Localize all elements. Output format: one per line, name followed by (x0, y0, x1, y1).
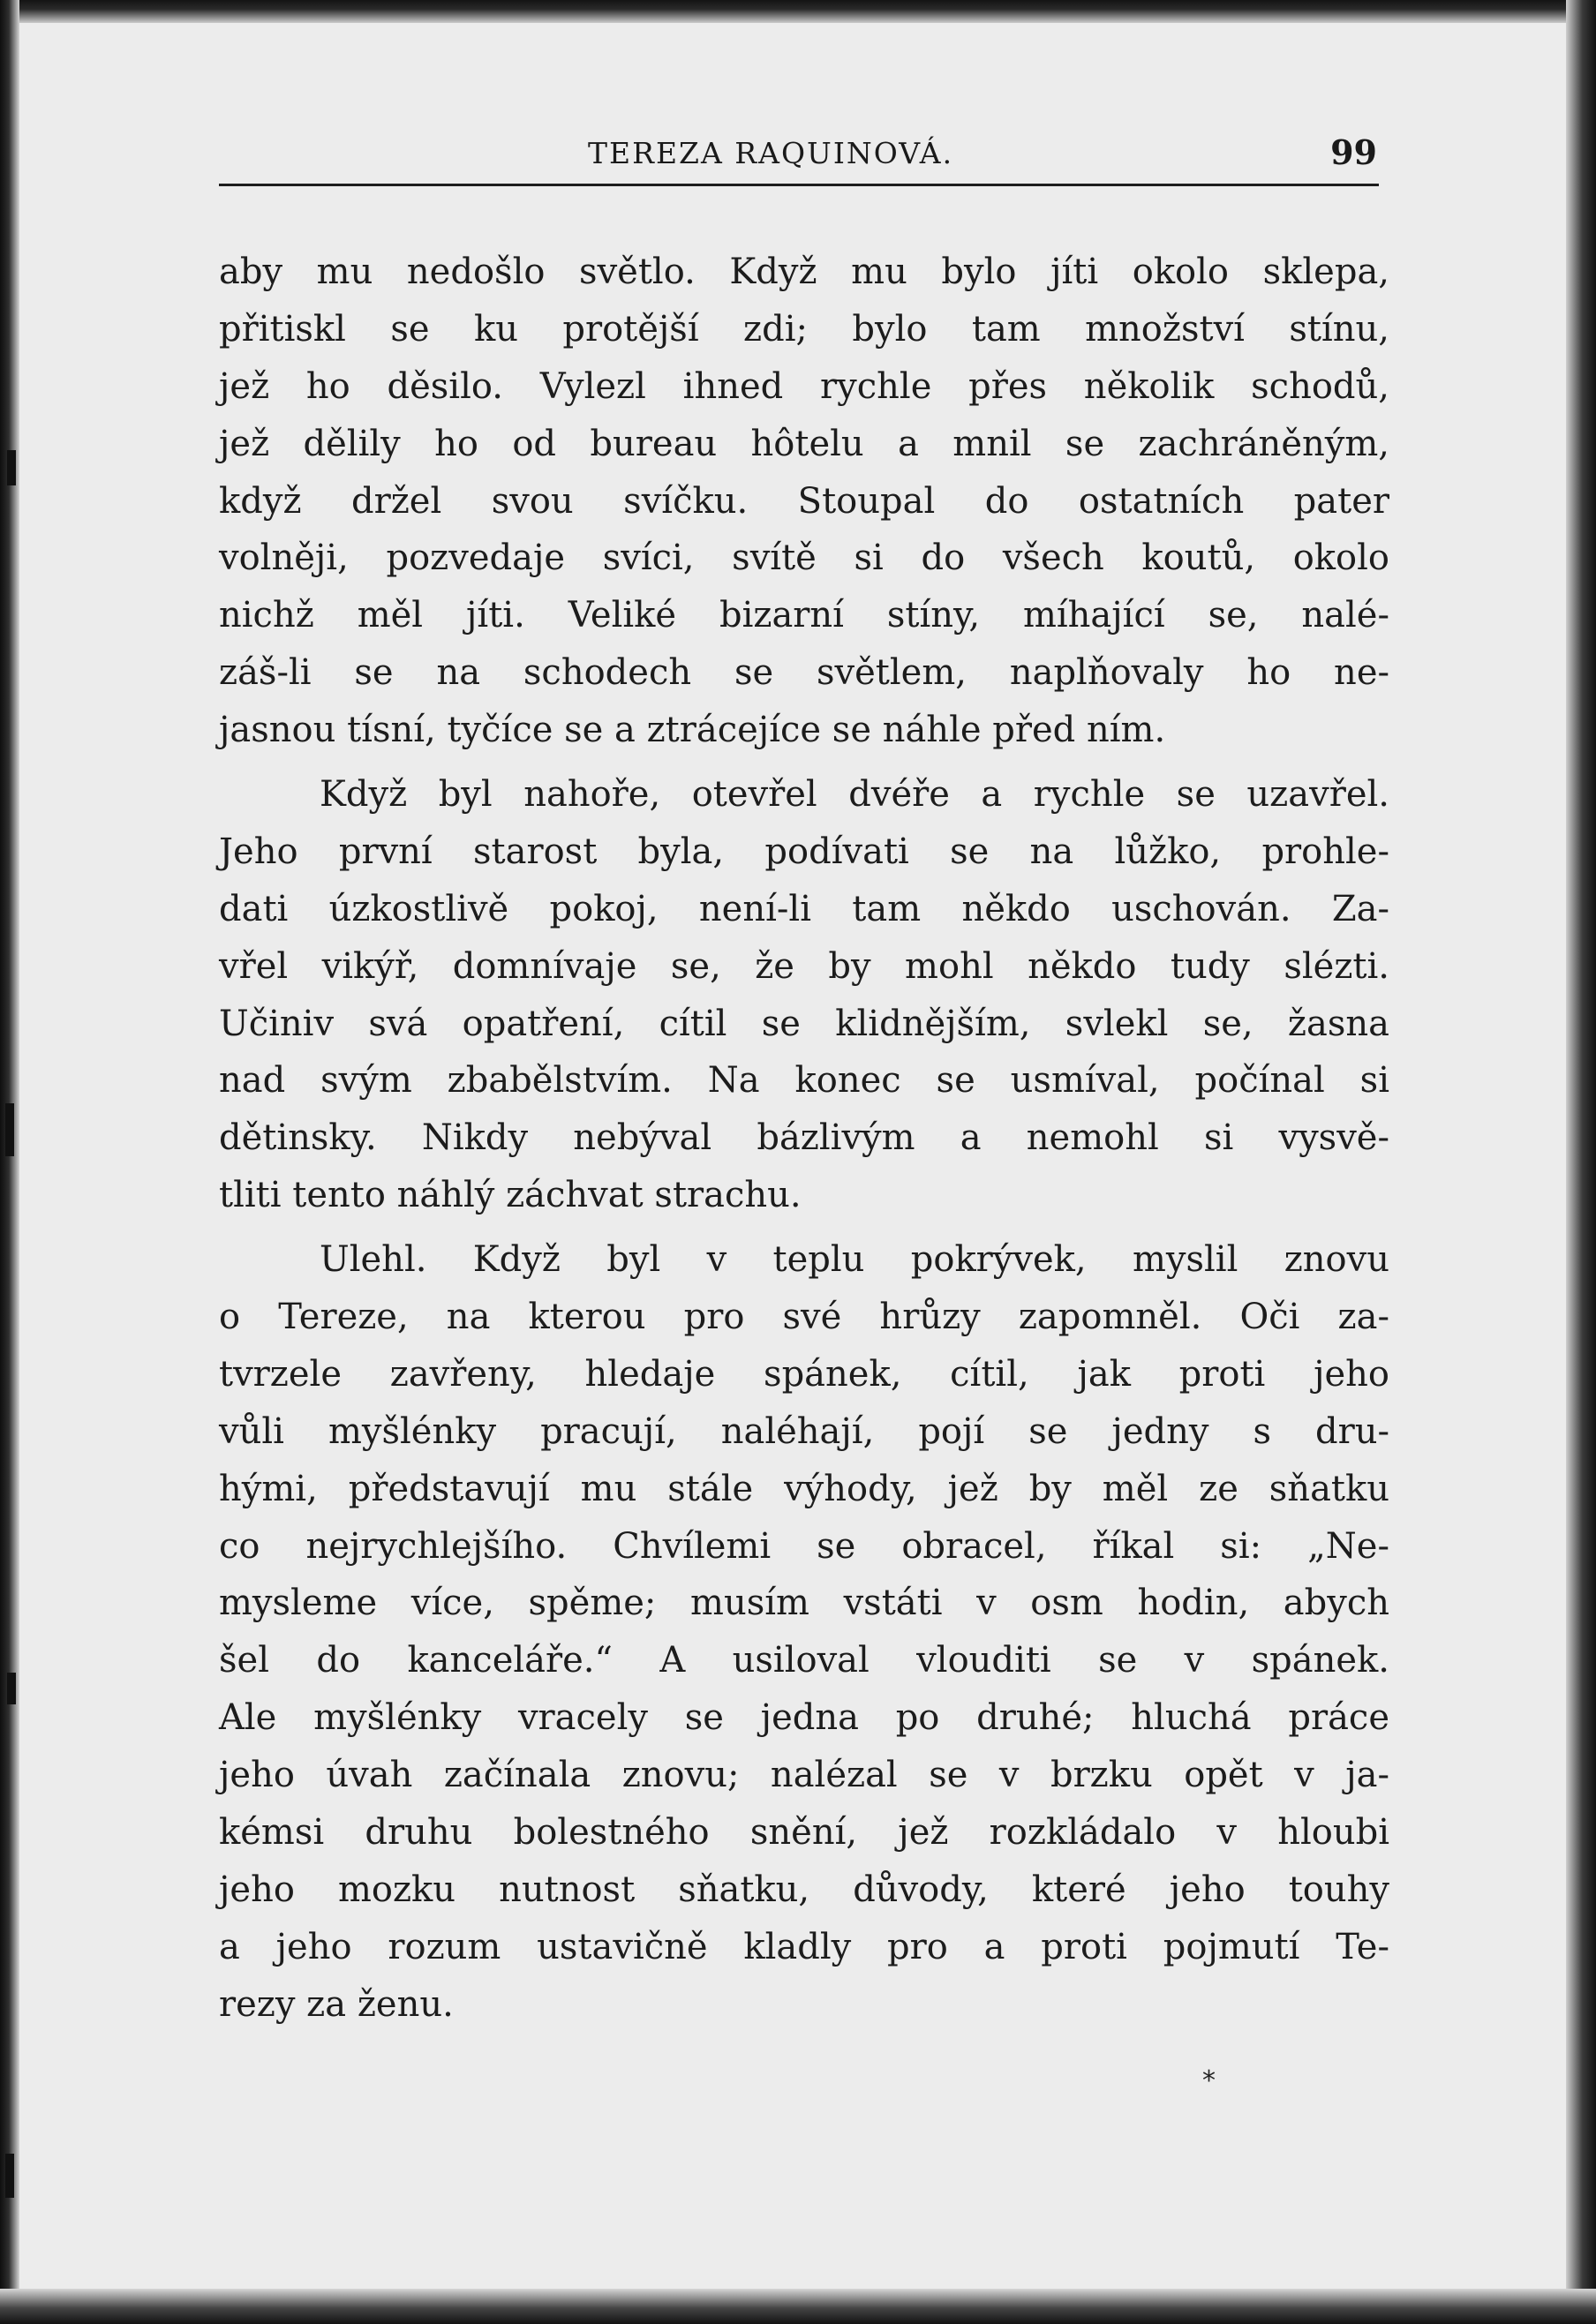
margin-mark (5, 1103, 14, 1156)
text-line: jež dělily ho od bureau hôtelu a mnil se zachráněným, (219, 423, 1389, 464)
text-line: přitiskl se ku protější zdi; bylo tam množství stínu, (219, 308, 1389, 350)
text-line: tliti tento náhlý záchvat strachu. (219, 1175, 802, 1216)
text-line: Jeho první starost byla, podívati se na lůžko, prohle- (219, 831, 1389, 872)
running-head (219, 132, 1379, 186)
text-line: jeho úvah začínala znovu; nalézal se v brzku opět v ja- (219, 1755, 1389, 1796)
text-line: mysleme více, spěme; musím vstáti v osm hodin, abych (219, 1583, 1389, 1624)
text-line: dati úzkostlivě pokoj, není-li tam někdo uschován. Za- (219, 888, 1389, 929)
text-line: Učiniv svá opatření, cítil se klidnějším, svlekl se, žasna (219, 1003, 1389, 1044)
page-number: 99 (1330, 132, 1377, 172)
text-line: nad svým zbabělstvím. Na konec se usmíval, počínal si (219, 1060, 1389, 1102)
running-head-title: TEREZA RAQUINOVÁ. (588, 136, 954, 170)
text-line: nichž měl jíti. Veliké bizarní stíny, míhající se, nalé- (219, 595, 1389, 636)
text-line: Ulehl. Když byl v teplu pokrývek, myslil znovu (320, 1239, 1389, 1281)
text-line: aby mu nedošlo světlo. Když mu bylo jíti okolo sklepa, (219, 252, 1389, 292)
text-line: když držel svou svíčku. Stoupal do ostatních pater (219, 480, 1389, 522)
text-line: co nejrychlejšího. Chvílemi se obracel, říkal si: „Ne- (219, 1525, 1389, 1567)
body-text (219, 244, 1389, 2034)
text-line: šel do kanceláře.“ A usiloval vlouditi se v spánek. (219, 1640, 1389, 1681)
text-line: hými, představují mu stále výhody, jež by měl ze sňatku (219, 1468, 1389, 1509)
text-line: o Tereze, na kterou pro své hrůzy zapomněl. Oči za- (219, 1297, 1389, 1338)
text-line: vůli myšlénky pracují, naléhají, pojí se jedny s dru- (219, 1410, 1389, 1452)
text-line: Když byl nahoře, otevřel dvéře a rychle se uzavřel. (320, 774, 1389, 816)
margin-mark (7, 450, 16, 485)
asterisk-ornament: * (1202, 2065, 1216, 2096)
text-line: jeho mozku nutnost sňatku, důvody, které jeho touhy (219, 1869, 1389, 1910)
scan-edge-right (1566, 0, 1596, 2324)
text-line: rezy za ženu. (219, 1983, 454, 2025)
text-line: jasnou tísní, tyčíce se a ztrácejíce se náhle před ním. (219, 710, 1166, 751)
paragraph (219, 766, 1389, 1224)
text-line: tvrzele zavřeny, hledaje spánek, cítil, jak proti jeho (219, 1353, 1389, 1395)
margin-mark (7, 1673, 16, 1704)
scan-edge-left (0, 0, 19, 2324)
text-line: jež ho děsilo. Vylezl ihned rychle přes několik schodů, (219, 365, 1389, 407)
text-line: dětinsky. Nikdy nebýval bázlivým a nemohl si vysvě- (219, 1117, 1389, 1159)
text-line: kémsi druhu bolestného snění, jež rozkládalo v hloubi (219, 1812, 1389, 1854)
text-line: a jeho rozum ustavičně kladly pro a proti pojmutí Te- (219, 1926, 1389, 1967)
text-line: vřel vikýř, domnívaje se, že by mohl někdo tudy slézti. (219, 945, 1389, 987)
text-line: záš-li se na schodech se světlem, naplňovaly ho ne- (219, 652, 1389, 694)
margin-mark (5, 2154, 14, 2198)
text-line: volněji, pozvedaje svíci, svítě si do všech koutů, okolo (219, 538, 1389, 579)
text-line: Ale myšlénky vracely se jedna po druhé; hluchá práce (219, 1697, 1389, 1739)
paragraph (219, 1231, 1389, 2033)
scan-edge-top (0, 0, 1596, 23)
paragraph (219, 244, 1389, 759)
scan-edge-bottom (0, 2289, 1596, 2324)
